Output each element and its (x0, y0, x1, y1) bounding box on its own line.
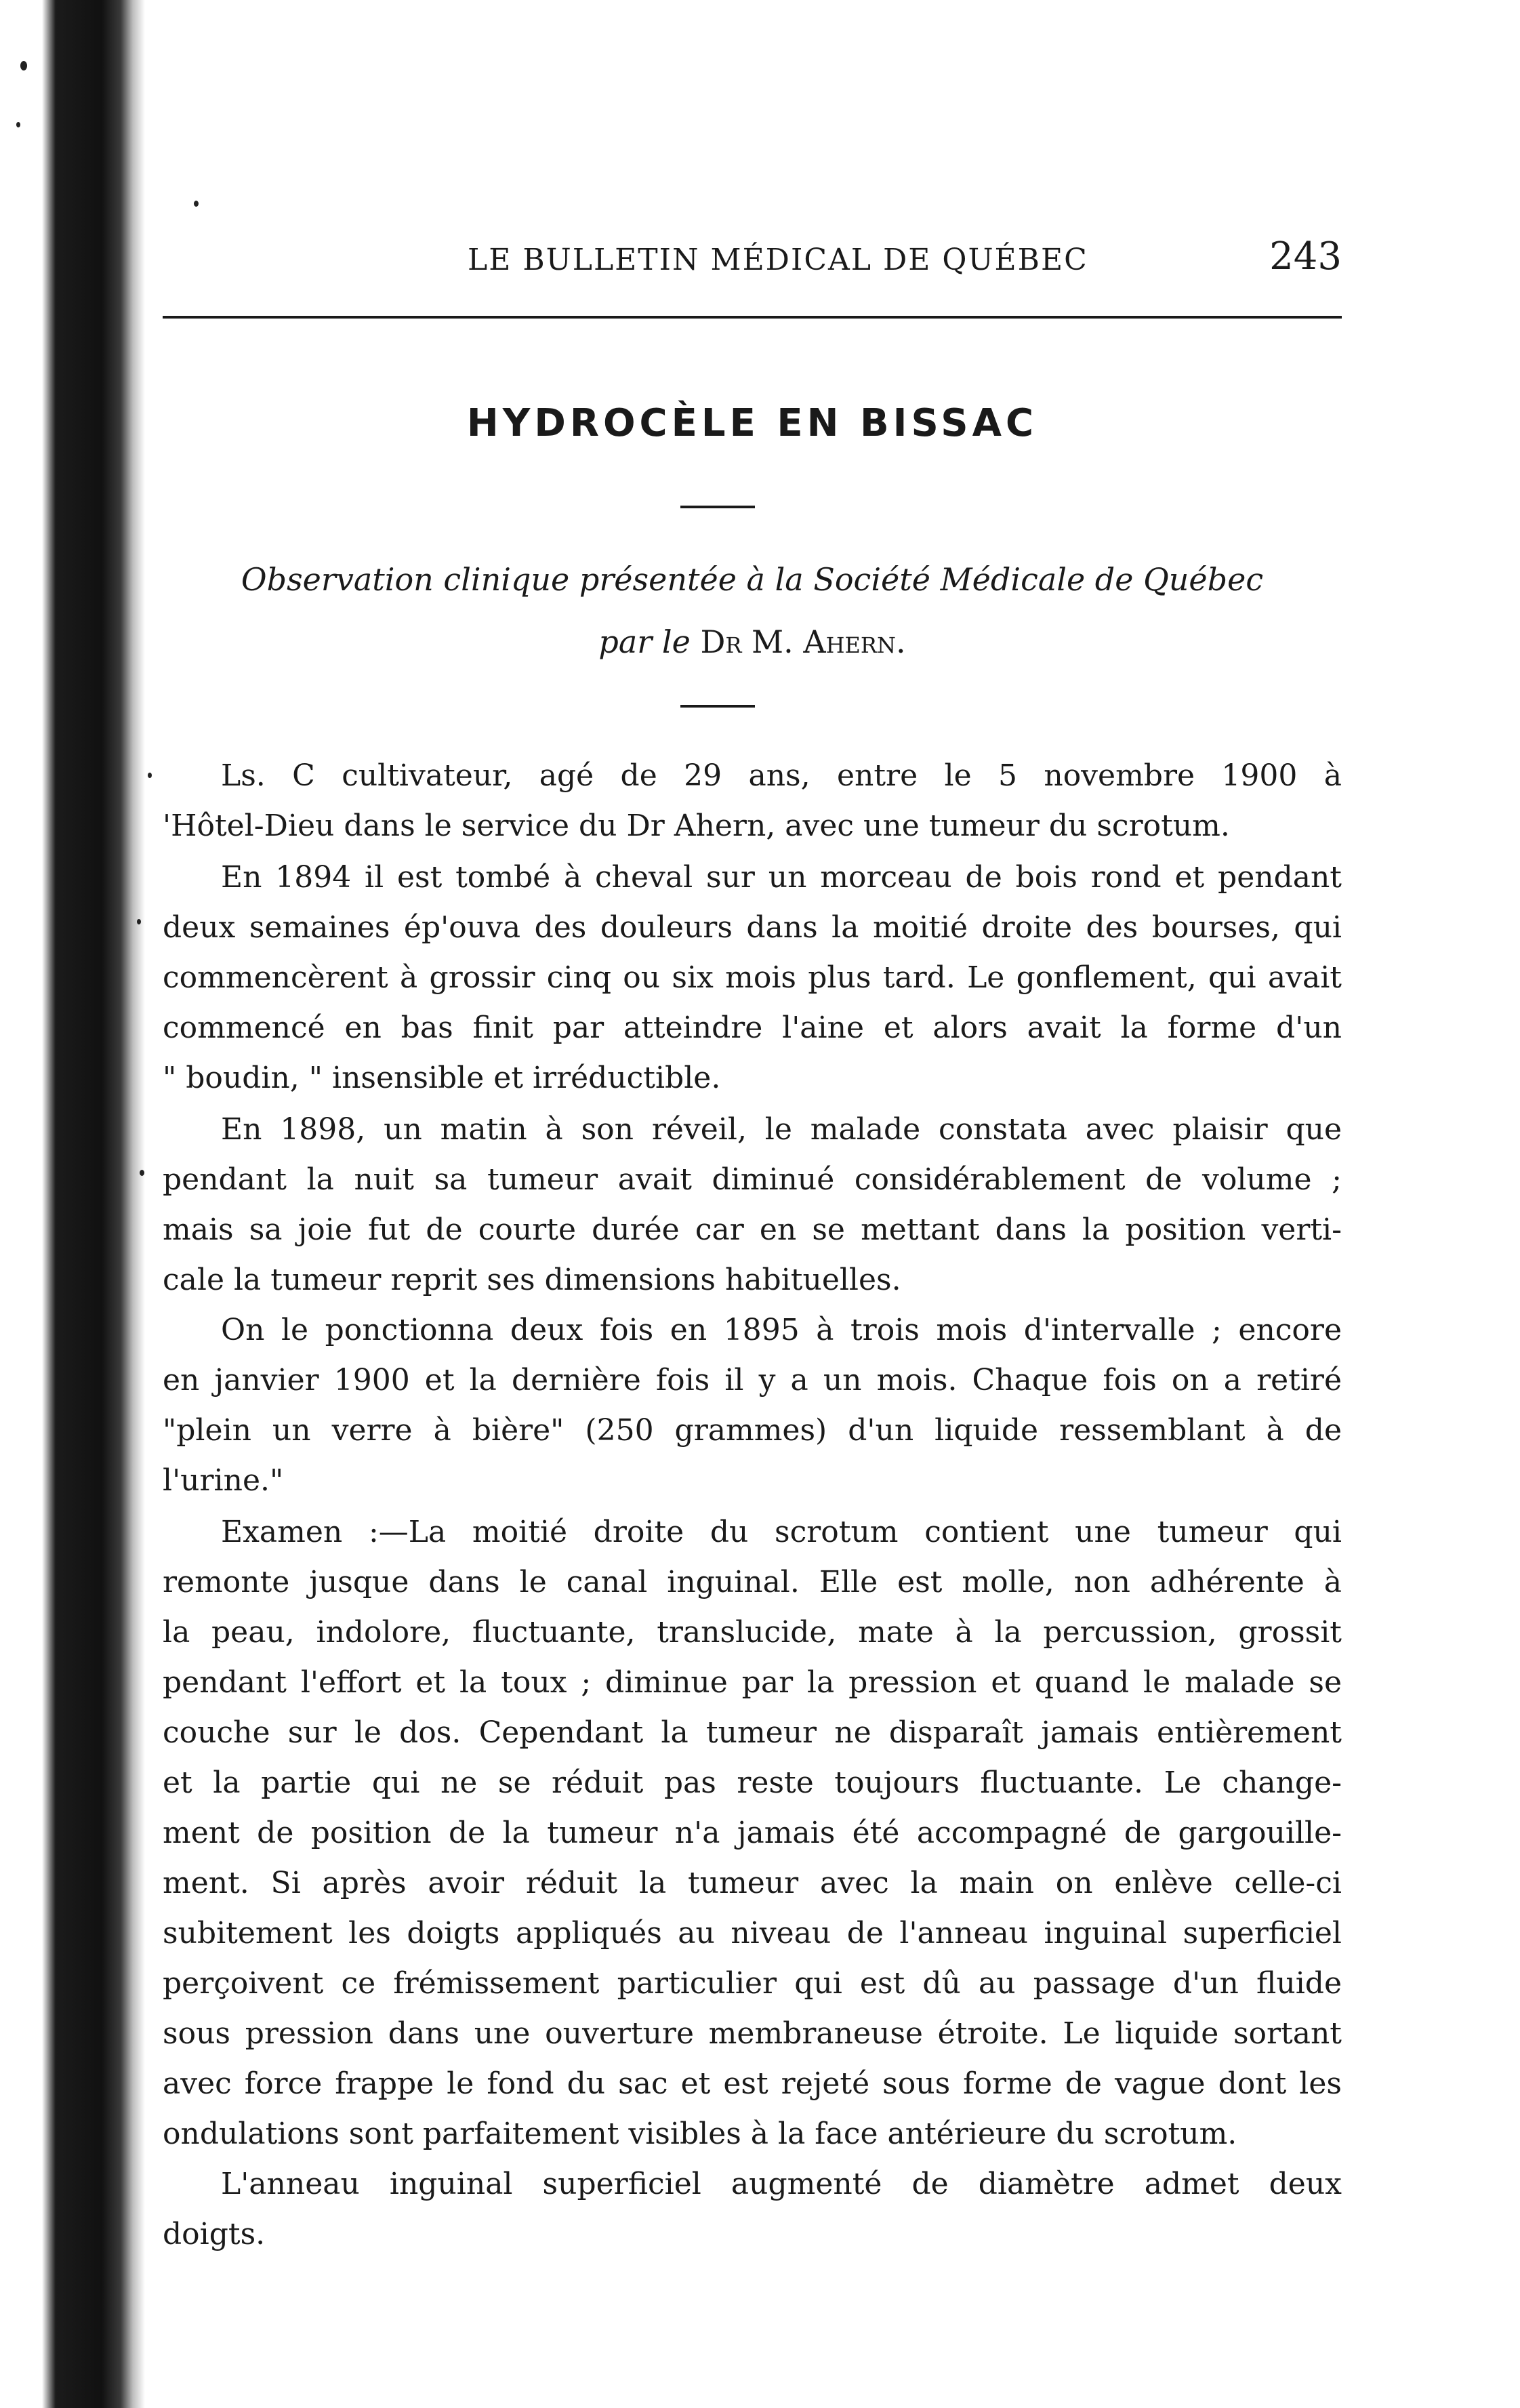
text-line: deux semaines ép'ouva des douleurs dans la moitié droite des bourses, qui (163, 910, 1342, 945)
scan-speck (137, 919, 141, 924)
text-line: pendant la nuit sa tumeur avait diminué considérablement de volume ; (163, 1162, 1342, 1197)
text-line: la peau, indolore, fluctuante, translucide, mate à la percussion, grossit (163, 1615, 1342, 1650)
text-line: pendant l'effort et la toux ; diminue par la pression et quand le malade se (163, 1665, 1342, 1700)
article-body (163, 751, 1342, 2260)
text-line: Ls. C cultivateur, agé de 29 ans, entre le 5 novembre 1900 à (221, 758, 1342, 793)
text-line: couche sur le dos. Cependant la tumeur ne disparaît jamais entièrement (163, 1715, 1342, 1750)
text-line: subitement les doigts appliqués au niveau de l'anneau inguinal superficiel (163, 1916, 1342, 1951)
text-line: sous pression dans une ouverture membraneuse étroite. Le liquide sortant (163, 2016, 1342, 2051)
text-line: remonte jusque dans le canal inguinal. Elle est molle, non adhérente à (163, 1565, 1342, 1599)
text-line: commencèrent à grossir cinq ou six mois plus tard. Le gonflement, qui avait (163, 960, 1342, 995)
article-title: HYDROCÈLE EN BISSAC (466, 401, 1038, 445)
paragraph (163, 1507, 1342, 2159)
text-line: 'Hôtel-Dieu dans le service du Dr Ahern, avec une tumeur du scrotum. (163, 809, 1230, 843)
scan-speck (16, 122, 20, 127)
running-head: LE BULLETIN MÉDICAL DE QUÉBEC (468, 243, 1088, 277)
text-line: cale la tumeur reprit ses dimensions habituelles. (163, 1263, 901, 1297)
text-line: mais sa joie fut de courte durée car en se mettant dans la position verti- (163, 1212, 1342, 1247)
paragraph (163, 853, 1342, 1103)
scan-speck (140, 1170, 144, 1176)
article-subtitle: Observation clinique présentée à la Société Médicale de Québec (241, 561, 1264, 598)
text-line: en janvier 1900 et la dernière fois il y a un mois. Chaque fois on a retiré (163, 1363, 1342, 1397)
scan-speck (148, 773, 152, 778)
text-line: doigts. (163, 2217, 266, 2251)
text-line: "plein un verre à bière" (250 grammes) d'un liquide ressemblant à de (163, 1413, 1342, 1448)
scan-speck (20, 61, 27, 70)
byline-prefix: par le (598, 624, 691, 660)
header-rule (163, 316, 1342, 319)
text-line: avec force frappe le fond du sac et est rejeté sous forme de vague dont les (163, 2066, 1342, 2101)
text-line: Examen :—La moitié droite du scrotum contient une tumeur qui (221, 1515, 1342, 1549)
text-line: commencé en bas finit par atteindre l'aine et alors avait la forme d'un (163, 1011, 1342, 1045)
text-line: " boudin, " insensible et irréductible. (163, 1061, 721, 1095)
article-byline (163, 624, 1342, 660)
text-line: ondulations sont parfaitement visibles à la face antérieure du scrotum. (163, 2117, 1237, 2151)
byline-divider (680, 705, 755, 708)
text-line: En 1894 il est tombé à cheval sur un morceau de bois rond et pendant (221, 860, 1342, 895)
text-line: En 1898, un matin à son réveil, le malade constata avec plaisir que (221, 1112, 1342, 1147)
text-line: l'urine." (163, 1463, 284, 1498)
text-line: On le ponctionna deux fois en 1895 à trois mois d'intervalle ; encore (221, 1313, 1342, 1347)
text-line: L'anneau inguinal superficiel augmenté de diamètre admet deux (221, 2167, 1342, 2201)
page-number: 243 (1269, 234, 1342, 279)
title-divider (680, 506, 755, 508)
text-line: ment de position de la tumeur n'a jamais été accompagné de gargouille- (163, 1816, 1342, 1850)
paragraph (163, 1105, 1342, 1305)
paragraph (163, 1305, 1342, 1506)
text-line: ment. Si après avoir réduit la tumeur avec la main on enlève celle-ci (163, 1866, 1342, 1900)
byline-author: Dr M. Ahern. (700, 624, 906, 660)
text-line: et la partie qui ne se réduit pas reste toujours fluctuante. Le change- (163, 1766, 1342, 1800)
page-binding-shadow (0, 0, 145, 2408)
paragraph (163, 2159, 1342, 2260)
paragraph (163, 751, 1342, 851)
text-line: perçoivent ce frémissement particulier qui est dû au passage d'un fluide (163, 1966, 1342, 2001)
document-page (163, 0, 1342, 2408)
